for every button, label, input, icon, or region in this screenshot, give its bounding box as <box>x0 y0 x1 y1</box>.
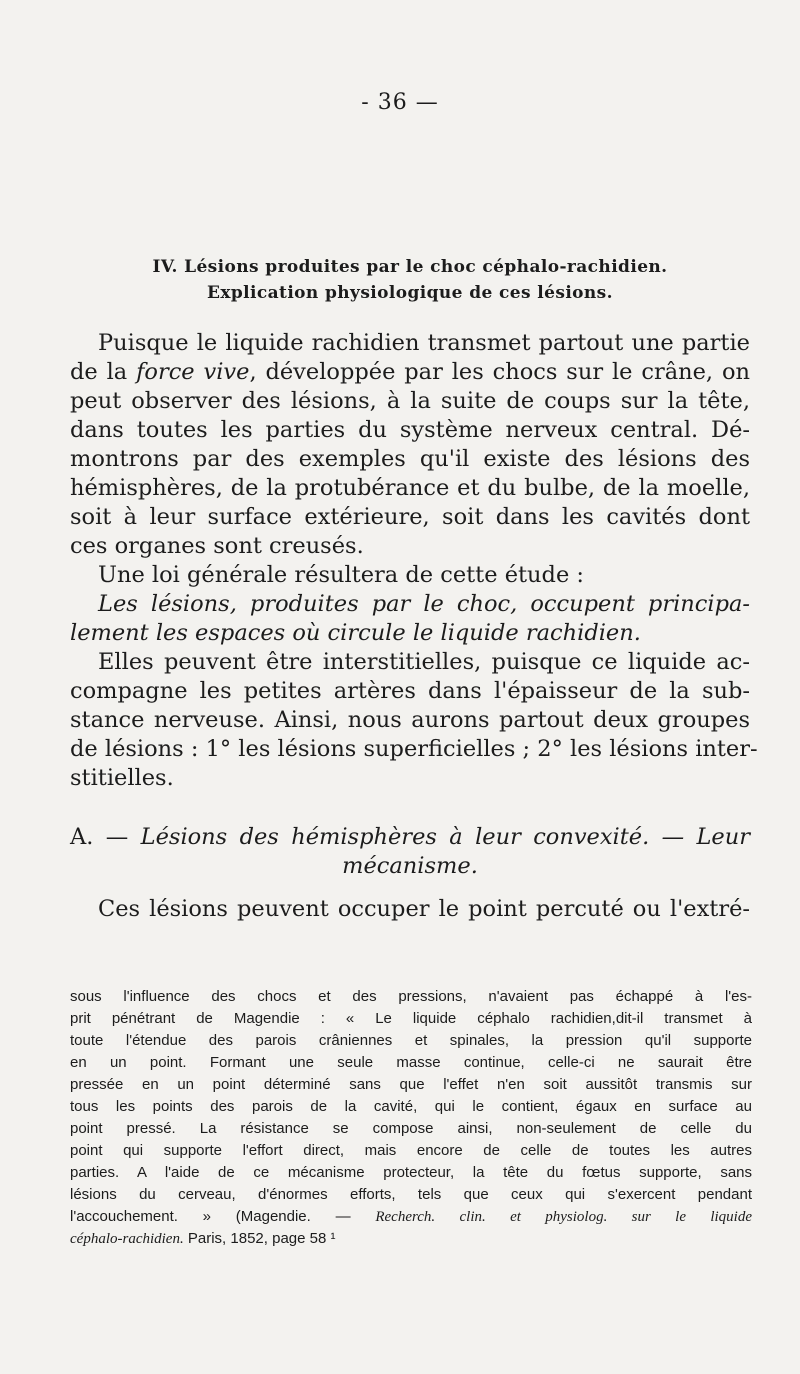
body-line-italic: lement les espaces où circule le liquide rachidien. <box>70 620 641 646</box>
citation-title: céphalo-rachidien. <box>70 1231 184 1247</box>
body-line <box>70 358 750 386</box>
footnote-line: sous l'influence des chocs et des pressions, n'avaient pas échappé à l'es- <box>70 988 752 1005</box>
footnote-line: lésions du cerveau, d'énormes efforts, tels que ceux qui s'exercent pendant <box>70 1186 752 1203</box>
footnote-line: point pressé. La résistance se compose ainsi, non-seulement de celle du <box>70 1120 752 1137</box>
body-line: de lésions : 1° les lésions superficielles ; 2° les lésions inter- <box>70 736 758 762</box>
section-prefix: A. — <box>70 824 141 850</box>
footnote-line: tous les points des parois de la cavité, qui le contient, égaux en surface au <box>70 1098 752 1115</box>
body-line: Puisque le liquide rachidien transmet partout une partie <box>98 330 750 356</box>
footnote-text: Paris, 1852, page 58 ¹ <box>183 1230 336 1247</box>
body-text: , développée par les chocs sur le crâne, on <box>249 359 750 385</box>
footnote-line: pressée en un point déterminé sans que l'effet n'en soit aussitôt transmis sur <box>70 1076 752 1093</box>
footnote-line: toute l'étendue des parois crâniennes et spinales, la pression qu'il supporte <box>70 1032 752 1049</box>
body-line: hémisphères, de la protubérance et du bulbe, de la moelle, <box>70 475 750 501</box>
footnote-line: prit pénétrant de Magendie : « Le liquide céphalo rachidien,dit-il transmet à <box>70 1010 752 1027</box>
body-line-italic: Les lésions, produites par le choc, occupent principa- <box>98 591 750 617</box>
emphasis-text: force vive <box>136 359 250 385</box>
chapter-heading: IV. Lésions produites par le choc céphalo-rachidien. <box>152 257 668 277</box>
body-line: ces organes sont creusés. <box>70 533 364 559</box>
body-line: montrons par des exemples qu'il existe des lésions des <box>70 446 750 472</box>
body-line: soit à leur surface extérieure, soit dans les cavités dont <box>70 504 750 530</box>
footnote-line <box>70 1206 752 1228</box>
body-line: dans toutes les parties du système nerveux central. Dé- <box>70 417 750 443</box>
body-line: Ces lésions peuvent occuper le point percuté ou l'extré- <box>98 896 750 922</box>
body-line: stance nerveuse. Ainsi, nous aurons partout deux groupes <box>70 707 750 733</box>
page-number: - 36 — <box>361 90 439 115</box>
body-line: peut observer des lésions, à la suite de coups sur la tête, <box>70 388 750 414</box>
footnote-line: point qui supporte l'effort direct, mais encore de celle de toutes les autres <box>70 1142 752 1159</box>
body-text: de la <box>70 359 137 385</box>
body-line: stitielles. <box>70 765 174 791</box>
body-line: Une loi générale résultera de cette étude : <box>98 562 584 588</box>
section-heading-cont: mécanisme. <box>342 853 478 879</box>
body-line: Elles peuvent être interstitielles, puisque ce liquide ac- <box>98 649 750 675</box>
footnote-text: l'accouchement. » (Magendie. — <box>70 1208 376 1225</box>
section-title: Lésions des hémisphères à leur convexité. — Leur <box>140 824 750 850</box>
section-heading <box>70 823 750 851</box>
footnote-line <box>70 1228 752 1250</box>
citation-title: Recherch. clin. et physiolog. sur le liquide <box>375 1209 753 1225</box>
chapter-subheading: Explication physiologique de ces lésions. <box>207 283 613 303</box>
body-line: compagne les petites artères dans l'épaisseur de la sub- <box>70 678 750 704</box>
footnote-line: en un point. Formant une seule masse continue, celle-ci ne saurait être <box>70 1054 752 1071</box>
footnote-line: parties. A l'aide de ce mécanisme protecteur, la tête du fœtus supporte, sans <box>70 1164 752 1181</box>
